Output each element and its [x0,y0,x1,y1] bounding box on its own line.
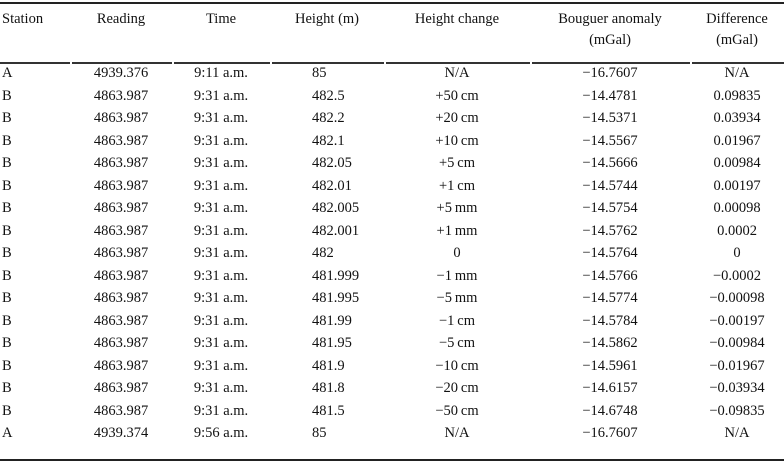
cell-time: 9:31 a.m. [193,402,249,419]
cell-bouguer-anomaly: −14.5961 [582,357,638,374]
col-header-bouguer-anomaly: Bouguer anomaly (mGal) [558,11,662,48]
cell-time: 9:31 a.m. [193,177,249,194]
cell-reading: 4863.987 [93,110,149,126]
cell-station: B [2,245,12,261]
cell-height-change: 0 [453,245,461,261]
cell-difference: −0.0002 [712,267,762,284]
table-row [0,400,784,423]
cell-height: 85 [312,425,327,441]
cell-difference: −0.00984 [709,335,765,351]
cell-difference: −0.03934 [709,380,765,396]
cell-reading: 4863.987 [93,177,149,194]
cell-reading: 4863.987 [93,155,149,171]
cell-reading: 4863.987 [93,312,149,329]
cell-height-change: −1 cm [438,312,476,329]
cell-height-change: N/A [444,65,470,81]
cell-time: 9:31 a.m. [193,290,249,306]
cell-station: B [2,222,12,239]
cell-height: 482.01 [312,177,352,194]
cell-bouguer-anomaly: −14.5764 [582,245,638,261]
cell-bouguer-anomaly: −14.5766 [582,267,638,284]
table-body [0,62,784,445]
cell-reading: 4939.376 [93,65,149,81]
cell-height: 481.99 [312,312,352,329]
cell-station: B [2,200,12,216]
cell-difference: 0.03934 [713,110,761,126]
cell-difference: 0.00984 [713,155,761,171]
cell-station: B [2,312,12,329]
table-row [0,287,784,310]
cell-height: 85 [312,65,327,81]
cell-time: 9:31 a.m. [193,155,249,171]
cell-time: 9:11 a.m. [194,65,248,81]
table-row [0,422,784,445]
cell-time: 9:31 a.m. [193,222,249,239]
table-row [0,310,784,333]
cell-height: 481.995 [312,290,360,306]
cell-height: 482.05 [312,155,352,171]
header-row [0,4,784,62]
cell-difference: −0.09835 [709,402,765,419]
cell-time: 9:31 a.m. [193,312,249,329]
cell-station: B [2,380,12,396]
cell-reading: 4863.987 [93,87,149,104]
cell-bouguer-anomaly: −14.5754 [582,200,638,216]
cell-height-change: +1 cm [438,177,476,194]
cell-reading: 4863.987 [93,335,149,351]
table-row [0,220,784,243]
cell-difference: −0.01967 [709,357,765,374]
cell-time: 9:31 a.m. [193,87,249,104]
cell-station: A [2,65,13,81]
cell-station: B [2,357,12,374]
cell-height-change: +50 cm [435,87,479,104]
cell-height: 482.5 [312,87,345,104]
cell-time: 9:31 a.m. [193,245,249,261]
cell-height-change: +10 cm [435,132,479,149]
cell-station: B [2,290,12,306]
cell-height-change: +1 mm [436,222,478,239]
cell-station: B [2,132,12,149]
cell-reading: 4863.987 [93,245,149,261]
cell-time: 9:31 a.m. [193,380,249,396]
table-row [0,355,784,378]
bottom-rule [0,459,784,461]
cell-station: B [2,155,12,171]
cell-difference: N/A [724,65,750,81]
cell-reading: 4863.987 [93,290,149,306]
cell-height-change: +5 mm [436,200,478,216]
cell-station: B [2,267,12,284]
cell-height-change: −1 mm [436,267,478,284]
cell-reading: 4863.987 [93,132,149,149]
cell-difference: −0.00098 [709,290,765,306]
cell-height-change: N/A [444,425,470,441]
table-row [0,152,784,175]
cell-reading: 4863.987 [93,222,149,239]
cell-station: B [2,335,12,351]
cell-station: B [2,87,12,104]
data-table [0,4,784,445]
cell-reading: 4863.987 [93,267,149,284]
cell-bouguer-anomaly: −14.5666 [582,155,638,171]
cell-bouguer-anomaly: −14.5774 [582,290,638,306]
table-row [0,130,784,153]
cell-bouguer-anomaly: −14.5784 [582,312,638,329]
cell-time: 9:31 a.m. [193,110,249,126]
cell-time: 9:31 a.m. [193,132,249,149]
table-row [0,175,784,198]
cell-reading: 4863.987 [93,380,149,396]
cell-station: B [2,110,12,126]
cell-station: A [2,425,13,441]
cell-bouguer-anomaly: −14.5762 [582,222,638,239]
cell-bouguer-anomaly: −14.5371 [582,110,638,126]
cell-height: 481.999 [312,267,360,284]
cell-reading: 4863.987 [93,200,149,216]
cell-height: 481.5 [312,402,345,419]
col-header-station: Station [2,11,44,27]
cell-height: 482.1 [312,132,345,149]
cell-station: B [2,177,12,194]
cell-height-change: +5 cm [438,155,476,171]
cell-height-change: −5 cm [438,335,476,351]
col-header-height-change: Height change [414,11,500,27]
cell-time: 9:31 a.m. [193,357,249,374]
cell-bouguer-anomaly: −14.6157 [582,380,638,396]
table-row [0,332,784,355]
cell-time: 9:31 a.m. [193,267,249,284]
cell-difference: 0.00197 [713,177,761,194]
col-header-difference: Difference (mGal) [706,11,768,48]
cell-height-change: −10 cm [435,357,479,374]
cell-bouguer-anomaly: −14.4781 [582,87,638,104]
col-header-reading: Reading [96,11,146,27]
col-header-height: Height (m) [294,11,360,27]
cell-difference: 0.00098 [713,200,761,216]
table-row [0,62,784,85]
table-row [0,377,784,400]
cell-bouguer-anomaly: −14.5862 [582,335,638,351]
cell-station: B [2,402,12,419]
cell-height: 482.005 [312,200,360,216]
cell-bouguer-anomaly: −16.7607 [582,425,638,441]
cell-time: 9:56 a.m. [193,425,249,441]
cell-height-change: −5 mm [436,290,478,306]
table-row [0,197,784,220]
cell-time: 9:31 a.m. [193,335,249,351]
cell-reading: 4939.374 [93,425,149,441]
col-header-time: Time [205,11,237,27]
cell-height: 481.8 [312,380,345,396]
cell-height: 481.95 [312,335,352,351]
cell-bouguer-anomaly: −14.5567 [582,132,638,149]
cell-height: 482.001 [312,222,360,239]
cell-height-change: +20 cm [435,110,479,126]
cell-reading: 4863.987 [93,402,149,419]
cell-difference: −0.00197 [709,312,765,329]
cell-height: 482.2 [312,110,345,126]
cell-difference: 0.0002 [717,222,757,239]
cell-difference: 0 [733,245,741,261]
cell-bouguer-anomaly: −16.7607 [582,65,638,81]
cell-bouguer-anomaly: −14.6748 [582,402,638,419]
cell-height: 481.9 [312,357,345,374]
cell-bouguer-anomaly: −14.5744 [582,177,638,194]
cell-time: 9:31 a.m. [193,200,249,216]
table-row [0,265,784,288]
table-row [0,242,784,265]
table-row [0,107,784,130]
cell-reading: 4863.987 [93,357,149,374]
cell-height-change: −20 cm [435,380,479,396]
table-row [0,85,784,108]
cell-difference: 0.01967 [713,132,761,149]
cell-height-change: −50 cm [435,402,479,419]
cell-difference: N/A [724,425,750,441]
cell-difference: 0.09835 [713,87,761,104]
cell-height: 482 [312,245,334,261]
